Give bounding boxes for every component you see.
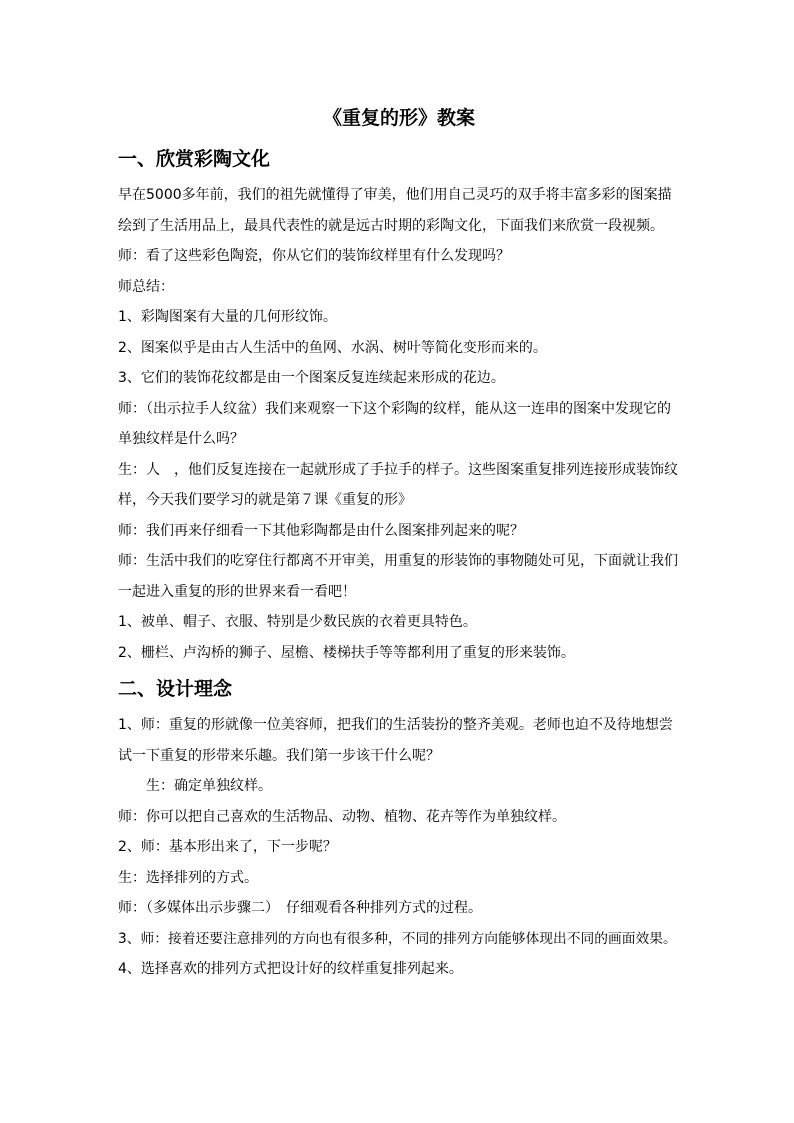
paragraph-line: 一起进入重复的形的世界来看一看吧！	[118, 583, 356, 600]
list-item: 2、图案似乎是由古人生活中的鱼网、水涡、树叶等简化变形而来的。	[118, 339, 547, 356]
paragraph-line: 1、师：重复的形就像一位美容师，把我们的生活装扮的整齐美观。老师也迫不及待地想尝	[118, 717, 673, 733]
section-heading-2: 二、设计理念	[118, 678, 233, 700]
list-item: 2、栅栏、卢沟桥的狮子、屋檐、楼梯扶手等等都利用了重复的形来装饰。	[118, 644, 575, 661]
paragraph-line: 生：选择排列的方式。	[118, 869, 258, 886]
list-item: 3、师：接着还要注意排列的方向也有很多种，不同的排列方向能够体现出不同的画面效果。	[118, 930, 677, 947]
list-item: 2、师：基本形出来了，下一步呢？	[118, 839, 337, 855]
paragraph-line: 绘到了生活用品上，最具代表性的就是远古时期的彩陶文化，下面我们来欣赏一段视频。	[118, 217, 664, 234]
list-item: 3、它们的装饰花纹都是由一个图案反复连续起来形成的花边。	[118, 370, 505, 386]
list-item: 1、被单、帽子、衣服、特别是少数民族的衣着更具特色。	[118, 614, 477, 630]
paragraph-line: 早在5000多年前，我们的祖先就懂得了审美，他们用自己灵巧的双手将丰富多彩的图案描	[118, 187, 672, 203]
paragraph-line: 师：（多媒体出示步骤二） 仔细观看各种排列方式的过程。	[118, 900, 482, 916]
paragraph-line: 试一下重复的形带来乐趣。我们第一步该干什么呢？	[118, 747, 440, 764]
paragraph-line: 师：看了这些彩色陶瓷，你从它们的装饰纹样里有什么发现吗？	[118, 248, 510, 264]
section-heading-1: 一、欣赏彩陶文化	[118, 148, 271, 170]
paragraph-line: 师：我们再来仔细看一下其他彩陶都是由什么图案排列起来的呢？	[118, 522, 524, 539]
paragraph-line: 师：你可以把自己喜欢的生活物品、动物、植物、花卉等作为单独纹样。	[118, 808, 566, 825]
section-1-body	[118, 180, 680, 668]
list-item: 4、选择喜欢的排列方式把设计好的纹样重复排列起来。	[118, 961, 463, 977]
paragraph-line: 师：（出示拉手人纹盆）我们来观察一下这个彩陶的纹样，能从这一连串的图案中发现它的	[118, 400, 671, 417]
paragraph-line: 生：确定单独纹样。	[146, 778, 272, 794]
document-title: 《重复的形》教案	[322, 107, 475, 129]
paragraph-line: 师：生活中我们的吃穿住行都离不开审美，用重复的形装饰的事物随处可见，下面就让我们	[118, 553, 678, 569]
list-item: 1、彩陶图案有大量的几何形纹饰。	[118, 309, 337, 325]
paragraph-line: 师总结：	[118, 278, 174, 295]
paragraph-line: 单独纹样是什么吗？	[118, 431, 244, 447]
paragraph-line: 生：人 ，他们反复连接在一起就形成了手拉手的样子。这些图案重复排列连接形成装饰纹	[118, 461, 678, 478]
document-page	[118, 98, 680, 985]
section-2-body	[118, 710, 680, 985]
paragraph-line: 样，今天我们要学习的就是第７课《重复的形》	[118, 492, 412, 508]
